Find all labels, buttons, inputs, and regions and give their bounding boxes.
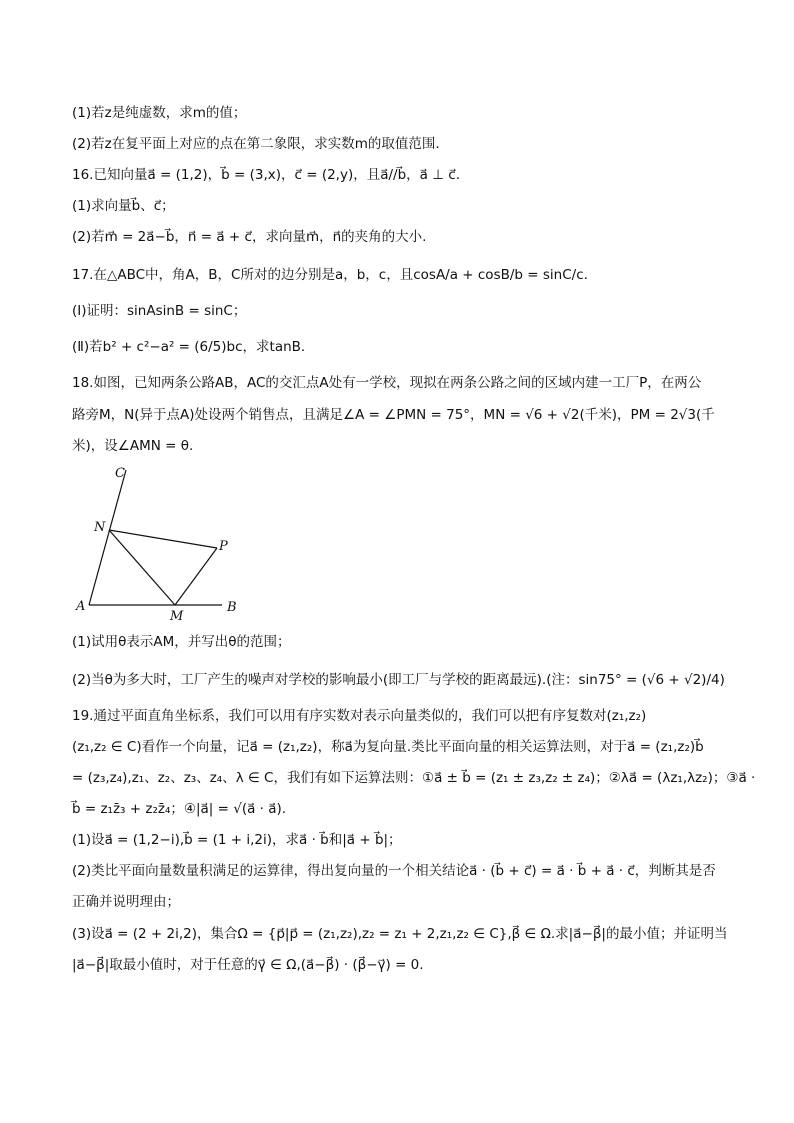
q19-stem-line4: b⃗ = z₁z̄₃ + z₂z̄₄；④|a⃗| = √(a⃗ · a⃗).	[72, 801, 287, 817]
q19-part1: (1)设a⃗ = (1,2−i),b⃗ = (1 + i,2i)，求a⃗ · b⃗和|a⃗ + b⃗|；	[72, 832, 402, 848]
q17-part1: (Ⅰ)证明：sinAsinB = sinC；	[72, 303, 247, 319]
q19-part3-line2: |a⃗−β⃗|取最小值时，对于任意的γ⃗ ∈ Ω,(a⃗−β⃗) · (β⃗−γ⃗) = 0.	[72, 957, 424, 973]
q18-part2: (2)当θ为多大时，工厂产生的噪声对学校的影响最小(即工厂与学校的距离最远).(注：sin75° = (√6 + √2)/4)	[72, 672, 725, 688]
q19-part2-line1: (2)类比平面向量数量积满足的运算律，得出复向量的一个相关结论a⃗ · (b⃗ + c⃗) = a⃗ · b⃗ + a⃗ · c⃗，判断其是否	[72, 863, 716, 879]
q19-part3-line1: (3)设a⃗ = (2 + 2i,2)，集合Ω = {p⃗|p⃗ = (z₁,z₂),z₂ = z₁ + 2,z₁,z₂ ∈ C},β⃗ ∈ Ω.求|a⃗−β⃗|的最小值；并证明当	[72, 926, 728, 942]
label-P: P	[219, 539, 228, 554]
q19-stem-line2: (z₁,z₂ ∈ C)看作一个向量，记a⃗ = (z₁,z₂)，称a⃗为复向量.类比平面向量的相关运算法则，对于a⃗ = (z₁,z₂)b⃗	[72, 739, 704, 755]
label-M: M	[170, 609, 184, 624]
q16-part2: (2)若m⃗ = 2a⃗−b⃗，n⃗ = a⃗ + c⃗，求向量m⃗，n⃗的夹角的大小.	[72, 229, 427, 245]
label-A: A	[76, 599, 86, 614]
segment-NP	[109, 530, 217, 548]
label-N: N	[94, 520, 106, 535]
geometry-figure	[72, 462, 262, 627]
label-B: B	[227, 600, 237, 615]
q16-stem: 16.已知向量a⃗ = (1,2)，b⃗ = (3,x)，c⃗ = (2,y)，且a⃗//b⃗，a⃗ ⊥ c⃗.	[72, 167, 460, 183]
line-AC	[89, 470, 126, 605]
q15-part1: (1)若z是纯虚数，求m的值；	[72, 105, 247, 121]
q19-stem-line3: = (z₃,z₄),z₁、z₂、z₃、z₄、λ ∈ C，我们有如下运算法则：①a⃗ ± b⃗ = (z₁ ± z₃,z₂ ± z₄)；②λa⃗ = (λz₁,λz₂)；③a⃗ ·	[72, 770, 756, 786]
q19-stem-line1: 19.通过平面直角坐标系，我们可以用有序实数对表示向量类似的，我们可以把有序复数对(z₁,z₂)	[72, 708, 647, 724]
q19-part2-line2: 正确并说明理由；	[72, 894, 180, 910]
q18-stem-line2: 路旁M，N(异于点A)处设两个销售点，且满足∠A = ∠PMN = 75°，MN = √6 + √2(千米)，PM = 2√3(千	[72, 407, 715, 423]
q18-part1: (1)试用θ表示AM，并写出θ的范围；	[72, 634, 291, 650]
segment-PM	[175, 548, 217, 605]
q18-stem-line1: 18.如图，已知两条公路AB，AC的交汇点A处有一学校，现拟在两条公路之间的区域内建一工厂P，在两公	[72, 375, 702, 391]
label-C: C	[115, 466, 125, 481]
q16-part1: (1)求向量b⃗、c⃗；	[72, 198, 175, 214]
q18-stem-line3: 米)，设∠AMN = θ.	[72, 438, 194, 454]
q17-stem: 17.在△ABC中，角A，B，C所对的边分别是a，b，c，且cosA/a + cosB/b = sinC/c.	[72, 267, 588, 283]
segment-NM	[109, 530, 175, 605]
q17-part2: (Ⅱ)若b² + c²−a² = (6/5)bc，求tanB.	[72, 339, 306, 355]
q15-part2: (2)若z在复平面上对应的点在第二象限，求实数m的取值范围.	[72, 136, 440, 152]
